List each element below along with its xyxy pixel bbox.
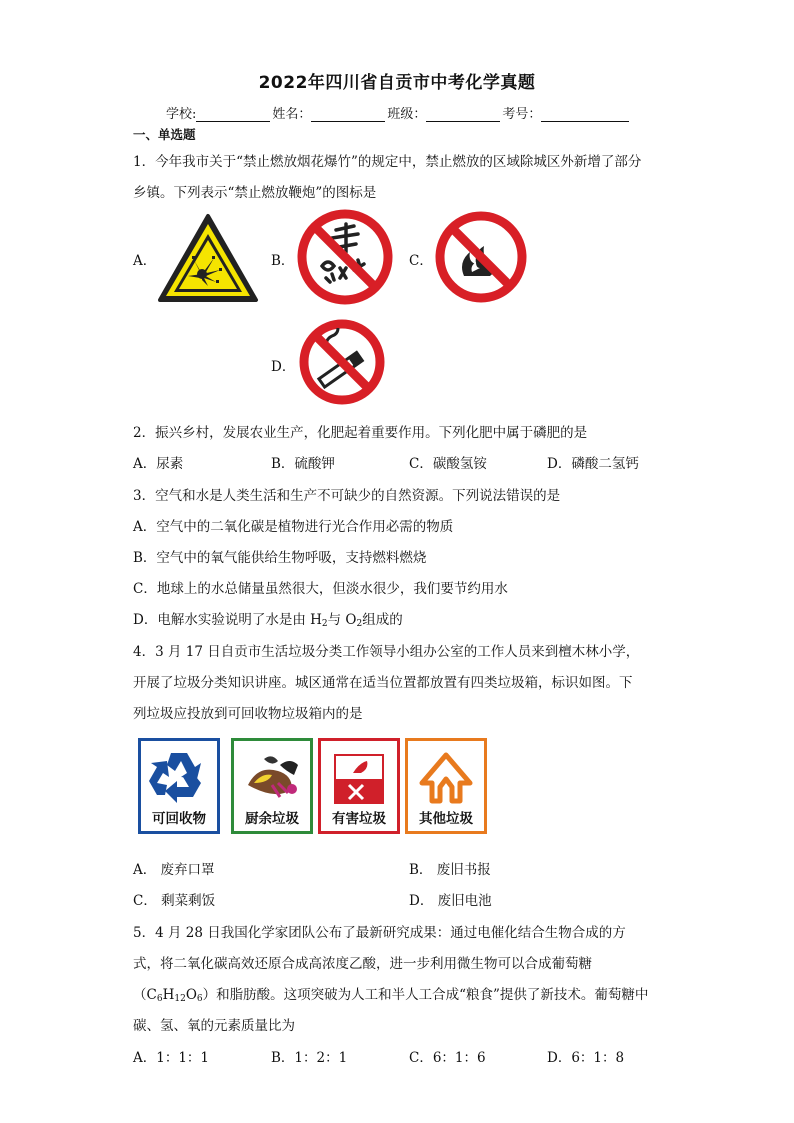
hazardous-bin-label: 有害垃圾 [332, 811, 386, 827]
no-fire-icon[interactable] [434, 210, 528, 304]
q3-option-b[interactable]: B．空气中的氧气能供给生物呼吸，支持燃料燃烧 [133, 550, 427, 566]
kitchen-waste-bin-sign [231, 738, 313, 834]
q3-stem: 3．空气和水是人类生活和生产不可缺少的自然资源。下列说法错误的是 [133, 488, 561, 504]
kitchen-waste-bin-label: 厨余垃圾 [245, 811, 299, 827]
q1-stem-line1: 1．今年我市关于“禁止燃放烟花爆竹”的规定中，禁止燃放的区域除城区外新增了部分 [133, 154, 642, 170]
class-label: 班级： [387, 107, 427, 122]
q3-d-sub1: 2 [321, 619, 328, 629]
explosion-warning-icon[interactable] [156, 212, 260, 304]
hazardous-bin-sign [318, 738, 400, 834]
school-label: 学校: [166, 107, 197, 122]
q2-option-c[interactable]: C．碳酸氢铵 [409, 456, 487, 472]
q5-option-a[interactable]: A．1：1：1 [133, 1050, 210, 1066]
q5-f-o: O [185, 987, 197, 1003]
q5-stem-line3 [133, 983, 648, 1004]
number-label: 考号： [502, 107, 542, 122]
page-title: 2022年四川省自贡市中考化学真题 [258, 73, 536, 93]
q2-stem: 2．振兴乡村，发展农业生产，化肥起着重要作用。下列化肥中属于磷肥的是 [133, 425, 588, 441]
q1-option-c-label: C． [409, 253, 433, 269]
q5-stem-line1: 5．4 月 28 日我国化学家团队公布了最新研究成果：通过电催化结合生物合成的方 [133, 925, 626, 941]
q3-option-a[interactable]: A．空气中的二氧化碳是植物进行光合作用必需的物质 [133, 519, 454, 535]
section-heading: 一、单选题 [133, 127, 196, 142]
q5-line3-rest: ）和脂肪酸。这项突破为人工和半人工合成“粮食”提供了新技术。葡萄糖中 [202, 987, 649, 1003]
no-smoking-icon[interactable] [298, 318, 386, 406]
q5-option-d[interactable]: D．6：1：8 [547, 1050, 625, 1066]
q5-option-c[interactable]: C．6：1：6 [409, 1050, 486, 1066]
class-blank[interactable] [426, 108, 500, 122]
other-waste-bin-label: 其他垃圾 [419, 811, 473, 827]
q3-d-mid: 与 O [327, 612, 357, 628]
q5-f-sub1: 6 [156, 994, 163, 1004]
q4-option-c[interactable]: C． 剩菜剩饭 [133, 893, 216, 909]
q2-option-d[interactable]: D．磷酸二氢钙 [547, 456, 639, 472]
student-info-line [166, 103, 631, 122]
q5-f-sub3: 6 [196, 994, 203, 1004]
recyclable-bin-sign [138, 738, 220, 834]
other-waste-icon [408, 745, 484, 811]
other-waste-bin-sign [405, 738, 487, 834]
q4-stem-line3: 列垃圾应投放到可回收物垃圾箱内的是 [133, 706, 363, 722]
q1-option-b-label: B． [271, 253, 295, 269]
q3-option-d[interactable] [133, 608, 403, 629]
q1-stem-line2: 乡镇。下列表示“禁止燃放鞭炮”的图标是 [133, 185, 377, 201]
no-fireworks-icon[interactable] [296, 208, 394, 306]
q4-stem-line2: 开展了垃圾分类知识讲座。城区通常在适当位置都放置有四类垃圾箱，标识如图。下 [133, 675, 633, 691]
q3-d-sub2: 2 [356, 619, 363, 629]
q3-option-c[interactable]: C．地球上的水总储量虽然很大，但淡水很少，我们要节约用水 [133, 581, 508, 597]
q2-option-b[interactable]: B．硫酸钾 [271, 456, 335, 472]
q5-option-b[interactable]: B．1：2：1 [271, 1050, 348, 1066]
food-waste-icon [234, 745, 310, 811]
name-label: 姓名： [272, 107, 312, 122]
name-blank[interactable] [311, 108, 385, 122]
q4-option-a[interactable]: A． 废弃口罩 [133, 862, 215, 878]
q5-stem-line2: 式，将二氧化碳高效还原合成高浓度乙酸，进一步利用微生物可以合成葡萄糖 [133, 956, 592, 972]
q5-f-h: H [162, 987, 175, 1003]
hazardous-icon [321, 745, 397, 811]
q3-d-suffix: 组成的 [362, 612, 403, 628]
q1-option-d-label: D． [271, 359, 296, 375]
q5-formula-open: （C [133, 987, 157, 1003]
recyclable-bin-label: 可回收物 [152, 811, 206, 827]
q5-f-sub2: 12 [174, 994, 186, 1004]
q4-option-b[interactable]: B． 废旧书报 [409, 862, 491, 878]
q5-stem-line4: 碳、氢、氧的元素质量比为 [133, 1018, 295, 1034]
q2-option-a[interactable]: A．尿素 [133, 456, 184, 472]
q4-option-d[interactable]: D． 废旧电池 [409, 893, 492, 909]
q3-d-prefix: D．电解水实验说明了水是由 H [133, 612, 322, 628]
q4-stem-line1: 4．3 月 17 日自贡市生活垃圾分类工作领导小组办公室的工作人员来到檀木林小学， [133, 644, 640, 660]
recycle-icon [141, 745, 217, 811]
q1-option-a-label: A． [133, 253, 157, 269]
school-blank[interactable] [196, 108, 270, 122]
number-blank[interactable] [541, 108, 629, 122]
